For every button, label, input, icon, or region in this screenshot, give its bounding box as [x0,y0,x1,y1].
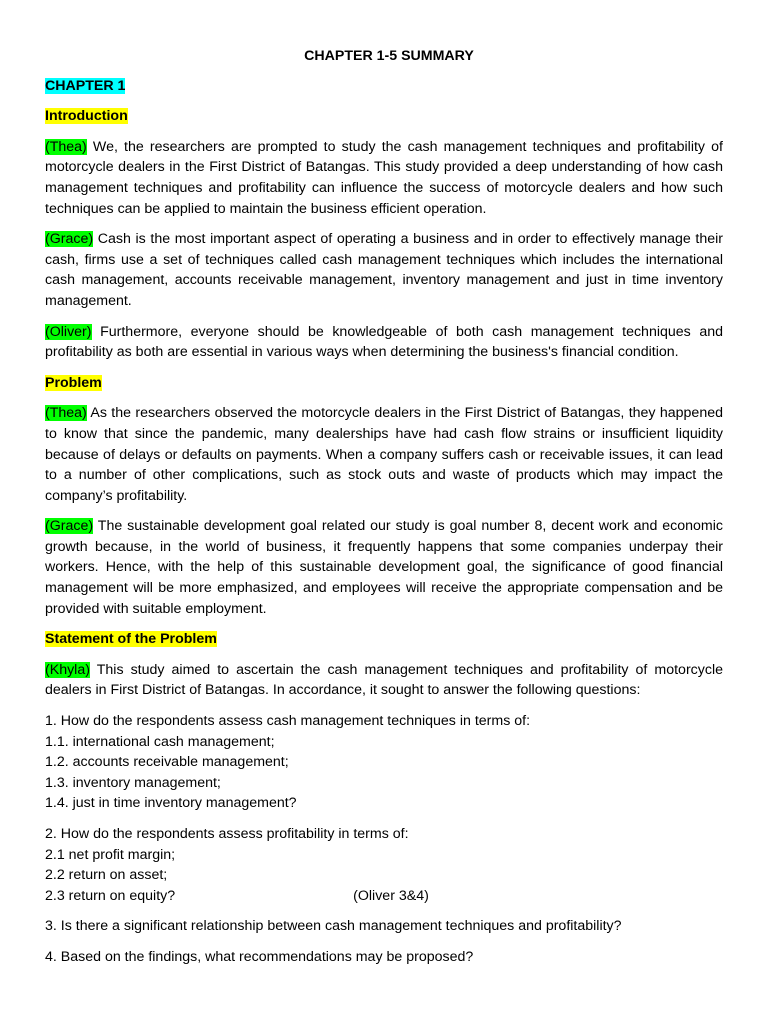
question-2-item-last [45,886,723,907]
question-2-item-text: 2.3 return on equity? [45,887,176,904]
question-3: 3. Is there a significant relationship between cash management techniques and profitability? [45,918,622,935]
chapter-label: CHAPTER 1 [45,77,126,94]
statement-label: Statement of the Problem [45,631,217,648]
speaker-tag: (Oliver) [45,323,92,340]
paragraph-text: This study aimed to ascertain the cash management techniques and profitability of motorcycle dealers in First District of Batangas. In accordance, it sought to answer the following questions: [45,661,723,699]
speaker-tag: (Grace) [45,231,94,248]
statement-intro-paragraph [45,660,723,701]
question-4: 4. Based on the findings, what recommendations may be proposed? [45,948,474,965]
question-2-block [45,824,723,906]
document-title: CHAPTER 1-5 SUMMARY [304,48,474,64]
speaker-tag: (Thea) [45,405,87,422]
question-1-block [45,711,723,814]
speaker-tag: (Khyla) [45,661,90,678]
paragraph-text: We, the researchers are prompted to study the cash management techniques and profitability of motorcycle dealers in the First District of Batangas. This study provided a deep understanding of how cash management techniques and profitability can influence the success of motorcycle dealers and how such techniques can be applied to maintain the business efficient operation. [45,138,723,217]
paragraph-text: Cash is the most important aspect of operating a business and in order to effectively manage their cash, firms use a set of techniques called cash management techniques which includes the international cash management, accounts receivable management, inventory management and just in time inventory management. [45,231,723,309]
paragraph-text: Furthermore, everyone should be knowledgeable of both cash management techniques and profitability as both are essential in various ways when determining the business's financial condition. [45,323,723,361]
paragraph-text: The sustainable development goal related our study is goal number 8, decent work and economic growth because, in the world of business, it frequently happens that some companies underpay their workers. Hence, with the help of this sustainable development goal, the significance of good financial management will be more emphasized, and employees will receive the appropriate compensation and be provided with suitable employment. [45,518,723,617]
question-1-item: 1.1. international cash management; [45,733,275,750]
introduction-heading [45,106,723,127]
intro-paragraph-1 [45,137,723,219]
question-1-item: 1.4. just in time inventory management? [45,795,297,812]
introduction-label: Introduction [45,108,128,125]
problem-paragraph-1 [45,403,723,506]
question-1: 1. How do the respondents assess cash management techniques in terms of: [45,713,531,730]
speaker-tag: (Thea) [45,138,87,155]
chapter-heading [45,76,723,97]
speaker-note: (Oliver 3&4) [353,887,429,904]
question-1-item: 1.2. accounts receivable management; [45,754,289,771]
question-2-item: 2.1 net profit margin; [45,846,176,863]
speaker-tag: (Grace) [45,518,94,535]
paragraph-text: As the researchers observed the motorcycle dealers in the First District of Batangas, they happened to know that since the pandemic, many dealerships have had cash flow strains or insufficient liquidity because of delays or defaults on payments. When a company suffers cash or receivable issues, it can lead to a number of other complications, such as stock outs and waste of products which may impact the company’s profitability. [45,405,723,504]
question-1-item: 1.3. inventory management; [45,774,221,791]
problem-heading [45,373,723,394]
problem-label: Problem [45,374,102,391]
intro-paragraph-3 [45,322,723,363]
statement-heading [45,629,723,650]
intro-paragraph-2 [45,229,723,311]
question-2: 2. How do the respondents assess profitability in terms of: [45,826,409,842]
question-2-item: 2.2 return on asset; [45,867,168,884]
problem-paragraph-2 [45,516,723,619]
